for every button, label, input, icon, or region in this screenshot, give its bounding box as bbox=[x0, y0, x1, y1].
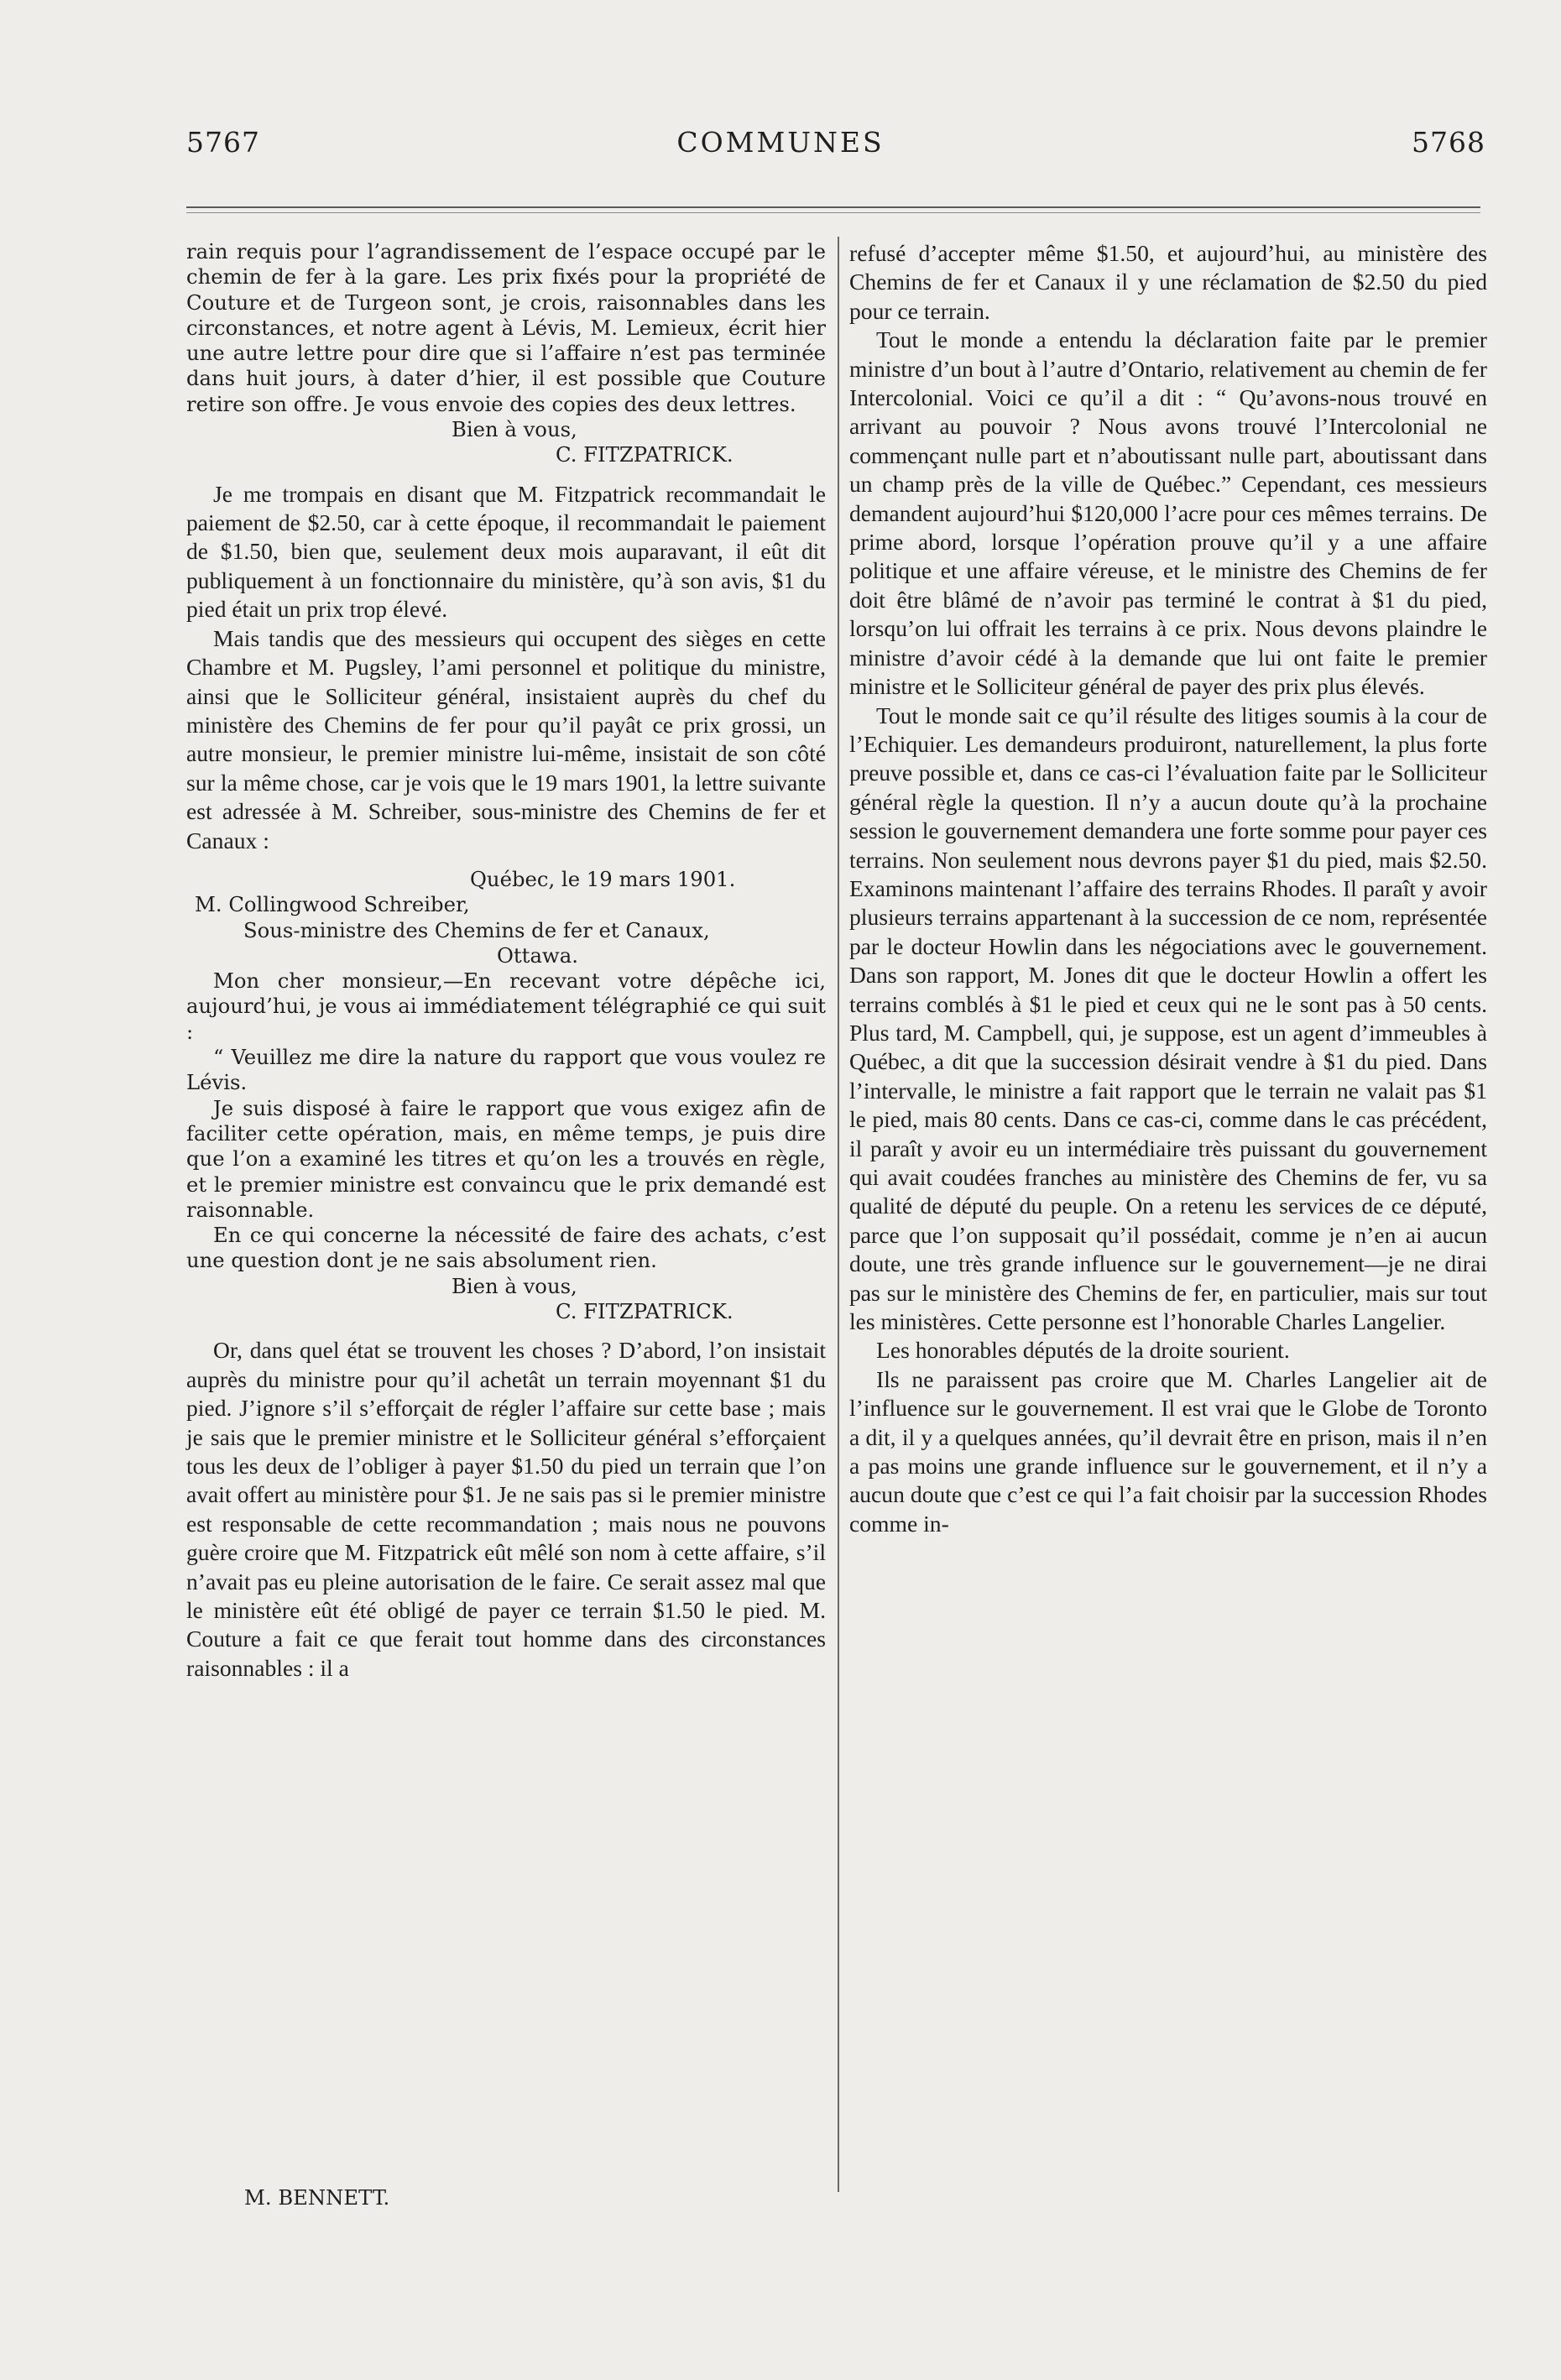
letter-paragraph: rain requis pour l’agrandissement de l’espace occupé par le chemin de fer à la gare. Les prix fixés pour la propriété de Couture et de Turgeon sont, je crois, raisonnables dans les circonstances, et notre agent à Lévis, M. Lemieux, écrit hier une autre lettre pour dire que si l’affaire n’est pas terminée dans huit jours, à dater d’hier, il est possible que Couture retire son offre. Je vous envoie des copies des deux lettres. bbox=[186, 239, 826, 416]
letter-closing: Bien à vous, bbox=[452, 417, 577, 442]
letter-dateline: Québec, le 19 mars 1901. bbox=[470, 866, 736, 891]
letter-paragraph: En ce qui concerne la nécessité de faire des achats, c’est une question dont je ne sais absolument rien. bbox=[186, 1223, 826, 1273]
speech-paragraph: Or, dans quel état se trouvent les choses ? D’abord, l’on insistait auprès du ministre pour qu’il achetât un terrain moyennant $1 du pied. J’ignore s’il s’efforçait de régler l’affaire sur cette base ; mais je sais que le premier ministre et le Solliciteur général s’efforçaient tous les deux de l’obliger à payer $1.50 du pied un terrain que l’on avait offert au ministère pour $1. Je ne sais pas si le premier ministre est responsable de cette recommandation ; mais nous ne pouvons guère croire que M. Fitzpatrick eût mêlé son nom à cette affaire, s’il n’avait pas eu pleine autorisation de le faire. Ce serait assez mal que le ministère eût été obligé de payer ce terrain $1.50 le pied. M. Couture a fait ce que ferait tout homme dans des circonstances raisonnables : il a bbox=[186, 1337, 826, 1681]
letter-signature: C. FITZPATRICK. bbox=[556, 1299, 734, 1323]
letter-paragraph: “ Veuillez me dire la nature du rapport que vous voulez re Lévis. bbox=[186, 1045, 826, 1095]
letter-addressee-title: Sous-ministre des Chemins de fer et Canaux, bbox=[243, 917, 710, 942]
running-title: COMMUNES bbox=[676, 126, 885, 159]
speech-paragraph: Mais tandis que des messieurs qui occupent des sièges en cette Chambre et M. Pugsley, l’ami personnel et politique du ministre, ainsi que le Solliciteur général, insistaient auprès du chef du ministère des Chemins de fer pour qu’il payât ce prix grossi, un autre monsieur, le premier ministre lui-même, insistait de son côté sur la même chose, car je vois que le 19 mars 1901, la lettre suivante est adressée à M. Schreiber, sous-ministre des Chemins de fer et Canaux : bbox=[186, 624, 826, 853]
speaker-name: M. BENNETT. bbox=[244, 2185, 390, 2210]
letter-paragraph: Je suis disposé à faire le rapport que vous exigez afin de faciliter cette opération, mais, en même temps, je puis dire que l’on a examiné les titres et qu’on les a trouvés en règle, et le premier ministre est convaincu que le prix demandé est raisonnable. bbox=[186, 1095, 826, 1222]
speech-paragraph: Ils ne paraissent pas croire que M. Charles Langelier ait de l’influence sur le gouvernement. Il est vrai que le Globe de Toronto a dit, il y a quelques années, qu’il devrait être en prison, mais il n’en a pas moins une grande influence sur le gouvernement, et il n’y a aucun doute que c’est ce qui l’a fait choisir par la succession Rhodes comme in- bbox=[849, 1365, 1487, 1537]
right-column bbox=[849, 239, 1487, 1538]
left-column bbox=[186, 239, 826, 1683]
speech-paragraph: Tout le monde sait ce qu’il résulte des litiges soumis à la cour de l’Echiquier. Les demandeurs produiront, naturellement, la plus forte preuve possible et, dans ce cas-ci l’évaluation faite par le Solliciteur général règle la question. Il n’y a aucun doute qu’à la prochaine session le gouvernement demandera une forte somme pour payer ces terrains. Non seulement nous devrons payer $1 du pied, mais $2.50. Examinons maintenant l’affaire des terrains Rhodes. Il paraît y avoir plusieurs terrains appartenant à la succession de ce nom, représentée par le docteur Howlin dans les négociations avec le gouvernement. Dans son rapport, M. Jones dit que le docteur Howlin a offert les terrains comblés à $1 le pied et ceux qui ne le sont pas à 50 cents. Plus tard, M. Campbell, qui, je suppose, est un agent d’immeubles à Québec, a dit que la succession désirait vendre à $1 du pied. Dans l’intervalle, le ministre a fait rapport que le terrain ne valait pas $1 le pied, mais 80 cents. Dans ce cas-ci, comme dans le cas précédent, il paraît y avoir eu un intermédiaire très puissant du gouvernement qui avait coudées franches au ministère des Chemins de fer, vu sa qualité de député du peuple. On a retenu les services de ce député, parce que l’on supposait qu’il possédait, comme je n’en ai aucun doute, une très grande influence sur le gouvernement—je ne dirai pas sur le ministère des Chemins de fer, en particulier, mais sur tout les ministères. Cette personne est l’honorable Charles Langelier. bbox=[849, 702, 1487, 1335]
speech-paragraph: Tout le monde a entendu la déclaration faite par le premier ministre d’un bout à l’autre d’Ontario, relativement au chemin de fer Intercolonial. Voici ce qu’il a dit : “ Qu’avons-nous trouvé en arrivant au pouvoir ? Nous avons trouvé l’Intercolonial ne commençant nulle part et n’aboutissant nulle part, aboutissant dans un champ près de la ville de Québec.” Cependant, ces messieurs demandent aujourd’hui $120,000 l’acre pour ces mêmes terrains. De prime abord, lorsque l’opération prouve qu’il y a une affaire politique et une affaire véreuse, et le ministre des Chemins de fer doit être blâmé de n’avoir pas terminé le contrat à $1 du pied, lorsqu’on lui offrait les terrains à ce prix. Nous devons plaindre le ministre d’avoir cédé à la demande que lui ont faite le premier ministre et le Solliciteur général de payer des prix plus élevés. bbox=[849, 326, 1487, 700]
page-number-right: 5768 bbox=[1412, 126, 1485, 159]
letter-paragraph: Mon cher monsieur,—En recevant votre dépêche ici, aujourd’hui, je vous ai immédiatement télégraphié ce qui suit : bbox=[186, 968, 826, 1044]
stage-direction: Les honorables députés de la droite sourient. bbox=[876, 1337, 1290, 1364]
page-number-left: 5767 bbox=[186, 126, 260, 159]
header-rule bbox=[186, 206, 1480, 208]
letter-addressee-city: Ottawa. bbox=[497, 942, 578, 968]
letter-signature: C. FITZPATRICK. bbox=[556, 442, 734, 467]
letter-closing: Bien à vous, bbox=[452, 1273, 577, 1298]
column-divider bbox=[838, 237, 839, 2192]
speech-paragraph: refusé d’accepter même $1.50, et aujourd’hui, au ministère des Chemins de fer et Canaux il y une réclamation de $2.50 du pied pour ce terrain. bbox=[849, 240, 1487, 324]
header-rule-thin bbox=[186, 212, 1480, 213]
letter-addressee: M. Collingwood Schreiber, bbox=[195, 892, 470, 917]
speech-paragraph: Je me trompais en disant que M. Fitzpatrick recommandait le paiement de $2.50, car à cette époque, il recommandait le paiement de $1.50, bien que, seulement deux mois auparavant, il eût dit publiquement à un fonctionnaire du ministère, qu’à son avis, $1 du pied était un prix trop élevé. bbox=[186, 480, 826, 623]
